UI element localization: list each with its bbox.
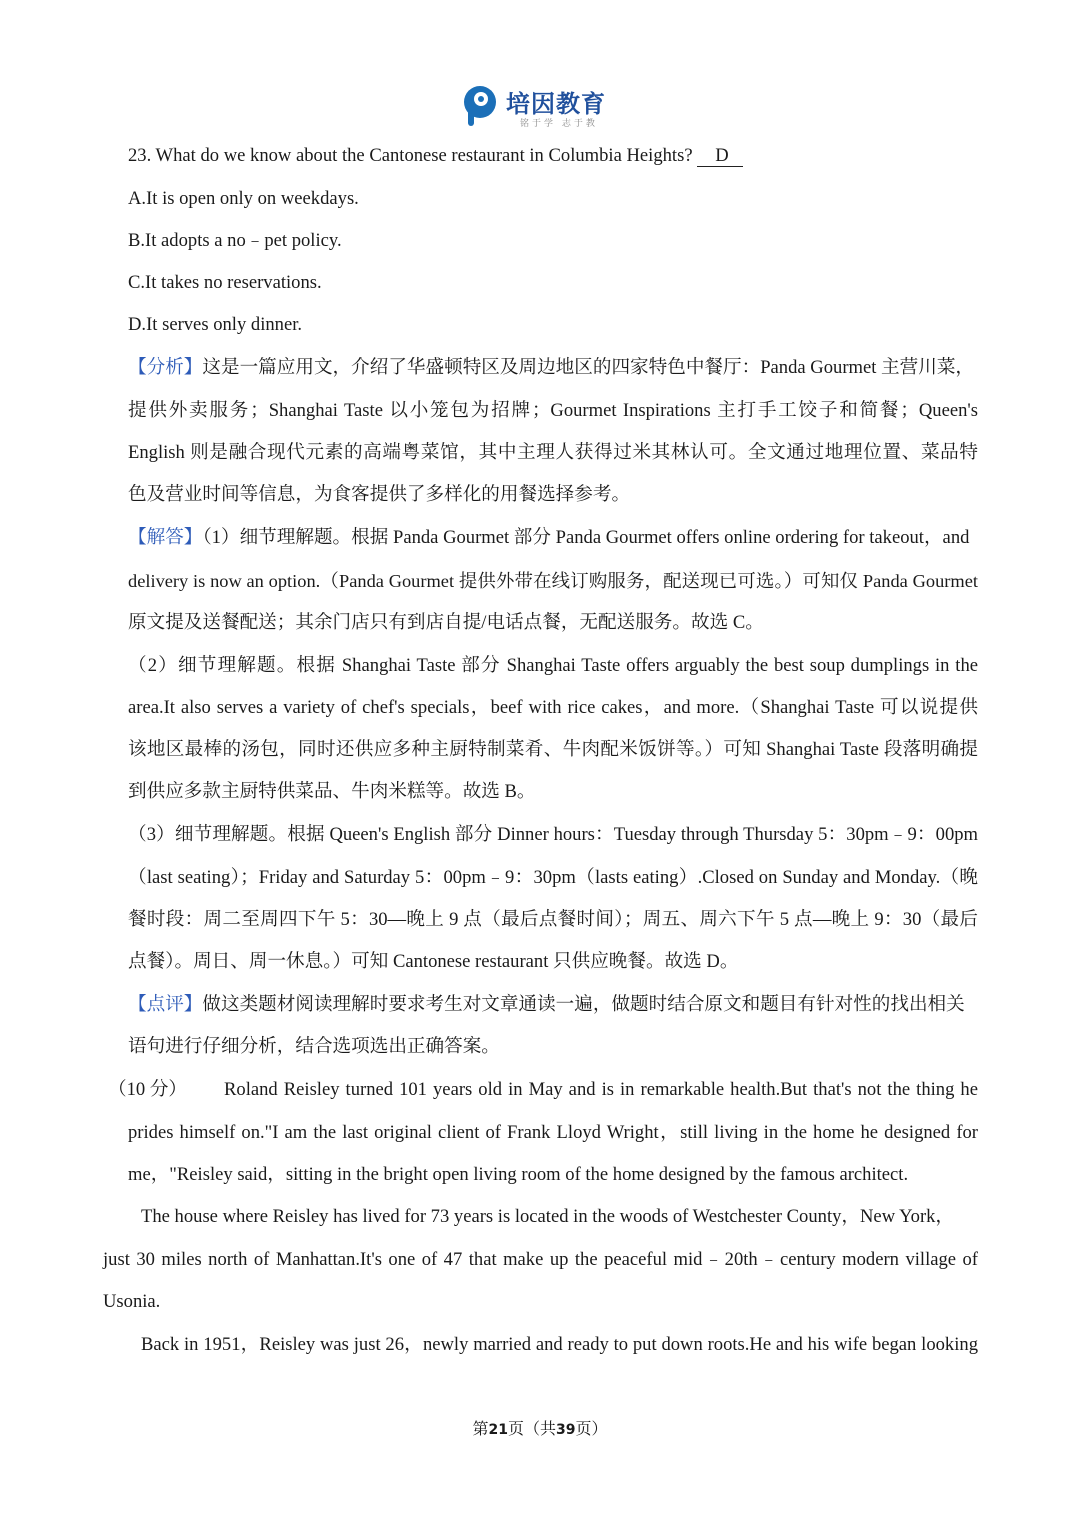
logo-text: 培因教育 (506, 90, 606, 118)
option-a: A.It is open only on weekdays. (128, 188, 359, 209)
logo-p-icon (462, 80, 500, 130)
solution-line: area.It also serves a variety of chef's specials，beef with rice cakes，and more.（Shanghai Taste 可以说提供 (128, 697, 978, 718)
solution-line: （last seating）；Friday and Saturday 5：00pm﹣9：30pm（lasts eating）.Closed on Sunday and Monday.（晚 (128, 867, 978, 888)
solution-line: 点餐）。周日、周一休息。）可知 Cantonese restaurant 只供应晚餐。故选 D。 (128, 951, 739, 972)
answer-blank: D (697, 146, 742, 167)
question-text: 23. What do we know about the Cantonese restaurant in Columbia Heights? (128, 145, 693, 166)
option-c: C.It takes no reservations. (128, 272, 322, 293)
passage-line: just 30 miles north of Manhattan.It's one of 47 that make up the peaceful mid﹣20th﹣century modern village of (103, 1249, 978, 1270)
solution-line: 餐时段：周二至周四下午 5：30—晚上 9 点（最后点餐时间）；周五、周六下午 5 点—晚上 9：30（最后 (128, 909, 978, 930)
comment-tag: 【点评】 (128, 994, 203, 1015)
solution-line: （3）细节理解题。根据 Queen's English 部分 Dinner hours：Tuesday through Thursday 5：30pm﹣9：00pm (128, 824, 978, 845)
passage-points: （10 分） (108, 1079, 188, 1100)
comment-line: 【点评】做这类题材阅读理解时要求考生对文章通读一遍，做题时结合原文和题目有针对性的找出相关 (128, 994, 965, 1015)
analysis-line: 【分析】这是一篇应用文，介绍了华盛顿特区及周边地区的四家特色中餐厅：Panda Gourmet 主营川菜， (128, 357, 975, 378)
solution-line: delivery is now an option.（Panda Gourmet 提供外带在线订购服务，配送现已可选。）可知仅 Panda Gourmet (128, 571, 978, 591)
passage-line: me，"Reisley said，sitting in the bright open living room of the home designed by the famous architect. (128, 1164, 909, 1185)
solution-line: 【解答】（1）细节理解题。根据 Panda Gourmet 部分 Panda Gourmet offers online ordering for takeout，and (128, 527, 970, 548)
solution-line: 原文提及送餐配送；其余门店只有到店自提/电话点餐，无配送服务。故选 C。 (128, 612, 764, 633)
option-b: B.It adopts a no﹣pet policy. (128, 230, 342, 251)
solution-line: 该地区最棒的汤包，同时还供应多种主厨特制菜肴、牛肉配米饭饼等。）可知 Shanghai Taste 段落明确提 (128, 739, 978, 760)
solution-line: 到供应多款主厨特供菜品、牛肉米糕等。故选 B。 (128, 781, 536, 802)
analysis-tag: 【分析】 (128, 357, 203, 378)
option-d: D.It serves only dinner. (128, 314, 303, 335)
question-stem (128, 144, 743, 168)
analysis-line: English 则是融合现代元素的高端粤菜馆，其中主理人获得过米其林认可。全文通过地理位置、菜品特 (128, 442, 978, 463)
analysis-line: 提供外卖服务；Shanghai Taste 以小笼包为招牌；Gourmet Inspirations 主打手工饺子和简餐；Queen's (128, 400, 978, 421)
brand-logo (462, 80, 622, 130)
passage-line: Back in 1951，Reisley was just 26，newly married and ready to put down roots.He and his wife began looking (141, 1334, 978, 1355)
passage-line: prides himself on."I am the last original client of Frank Lloyd Wright，still living in the home he designed for (128, 1122, 978, 1143)
passage-line: Usonia. (103, 1291, 161, 1312)
comment-line: 语句进行仔细分析，结合选项选出正确答案。 (128, 1036, 500, 1057)
page-footer: 第21页（共39页） (472, 1421, 608, 1438)
passage-line: The house where Reisley has lived for 73 years is located in the woods of Westchester County，New York， (141, 1206, 955, 1227)
solution-line: （2）细节理解题。根据 Shanghai Taste 部分 Shanghai Taste offers arguably the best soup dumplings in the (128, 655, 978, 676)
solution-tag: 【解答】 (128, 527, 203, 548)
page-total: 39 (556, 1422, 576, 1438)
logo-slogan: 铭于学 志于教 (520, 119, 598, 129)
passage-line: Roland Reisley turned 101 years old in May and is in remarkable health.But that's not the thing he (224, 1079, 978, 1100)
page-number: 21 (488, 1422, 508, 1438)
analysis-line: 色及营业时间等信息，为食客提供了多样化的用餐选择参考。 (128, 484, 631, 505)
